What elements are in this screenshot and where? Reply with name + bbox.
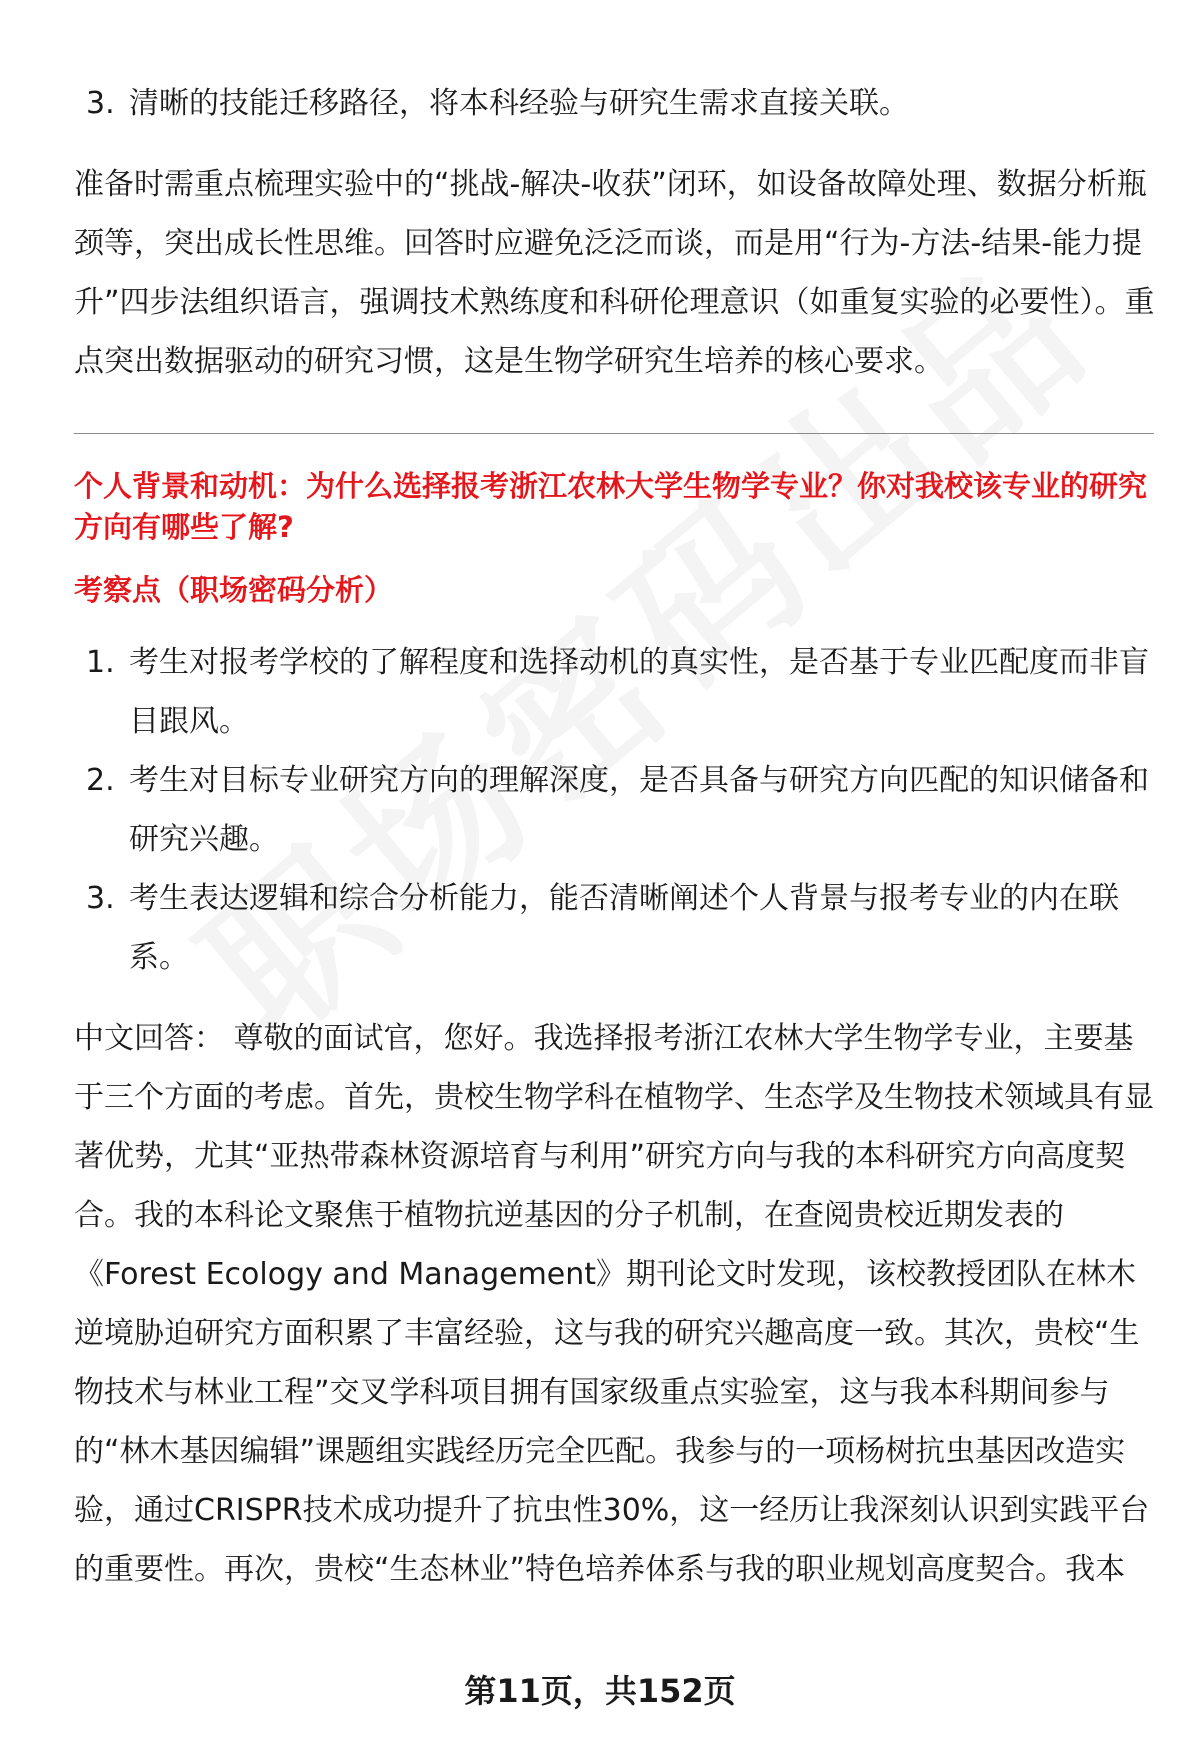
page-number: 第11页，共152页 <box>464 1672 736 1710</box>
section-divider <box>74 433 1154 434</box>
page-content <box>74 74 1154 1599</box>
list-number: 3. <box>86 86 115 121</box>
list-item-text: 考生表达逻辑和综合分析能力，能否清晰阐述个人背景与报考专业的内在联系。 <box>129 881 1119 975</box>
list-item <box>74 751 1154 869</box>
question-heading: 个人背景和动机：为什么选择报考浙江农林大学生物学专业？你对我校该专业的研究方向有哪些了解? <box>74 469 1148 544</box>
list-item <box>74 74 1154 133</box>
prep-paragraph: 准备时需重点梳理实验中的“挑战-解决-收获”闭环，如设备故障处理、数据分析瓶颈等，突出成长性思维。回答时应避免泛泛而谈，而是用“行为-方法-结果-能力提升”四步法组织语言，强调技术熟练度和科研伦理意识（如重复实验的必要性）。重点突出数据驱动的研究习惯，这是生物学研究生培养的核心要求。 <box>74 167 1155 379</box>
list-number: 1. <box>86 645 115 680</box>
list-item-text: 清晰的技能迁移路径，将本科经验与研究生需求直接关联。 <box>129 86 909 121</box>
answer-paragraph: 中文回答： 尊敬的面试官，您好。我选择报考浙江农林大学生物学专业，主要基于三个方面的考虑。首先，贵校生物学科在植物学、生态学及生物技术领域具有显著优势，尤其“亚热带森林资源培育与利用”研究方向与我的本科研究方向高度契合。我的本科论文聚焦于植物抗逆基因的分子机制，在查阅贵校近期发表的《Forest Ecology and Management》期刊论文时发现，该校教授团队在林木逆境胁迫研究方面积累了丰富经验，这与我的研究兴趣高度一致。其次，贵校“生物技术与林业工程”交叉学科项目拥有国家级重点实验室，这与我本科期间参与的“林木基因编辑”课题组实践经历完全匹配。我参与的一项杨树抗虫基因改造实验，通过CRISPR技术成功提升了抗虫性30%，这一经历让我深刻认识到实践平台的重要性。再次，贵校“生态林业”特色培养体系与我的职业规划高度契合。我本 <box>74 1021 1154 1587</box>
list-number: 2. <box>86 763 115 798</box>
list-item-text: 考生对报考学校的了解程度和选择动机的真实性，是否基于专业匹配度而非盲目跟风。 <box>129 645 1149 739</box>
list-number: 3. <box>86 881 115 916</box>
analysis-list <box>74 633 1154 987</box>
list-item <box>74 633 1154 751</box>
list-item-text: 考生对目标专业研究方向的理解深度，是否具备与研究方向匹配的知识储备和研究兴趣。 <box>129 763 1149 857</box>
analysis-heading: 考察点（职场密码分析） <box>74 573 394 607</box>
list-item <box>74 869 1154 987</box>
